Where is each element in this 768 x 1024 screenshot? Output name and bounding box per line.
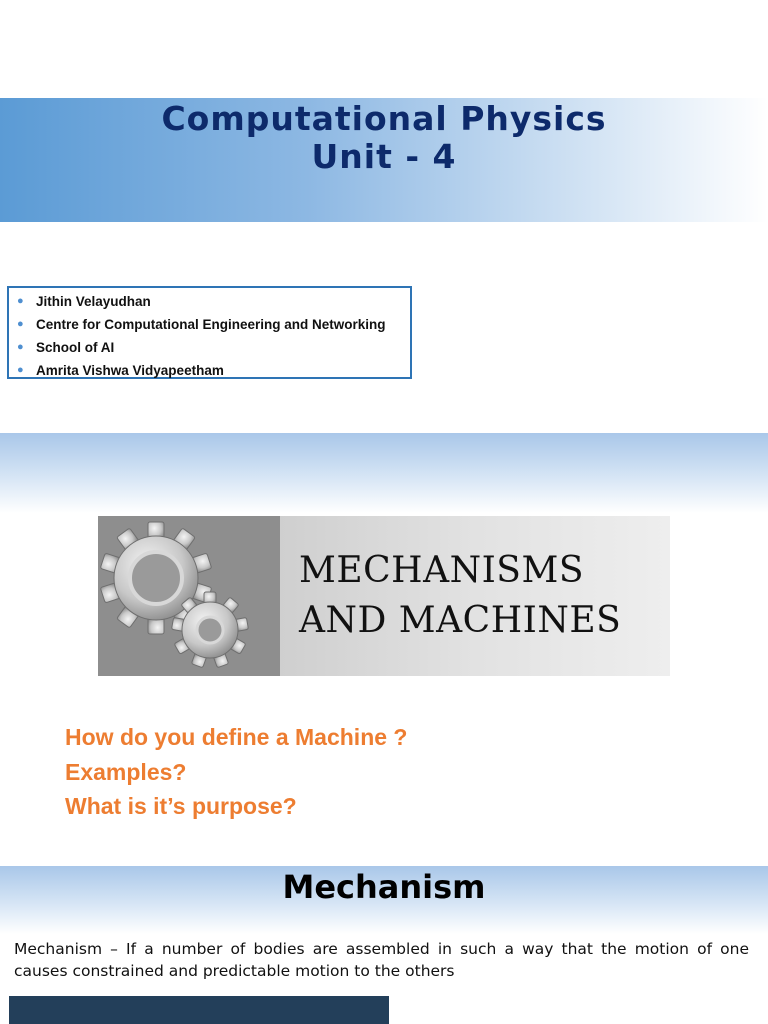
question-define-machine: How do you define a Machine ? bbox=[65, 724, 408, 750]
mechanism-definition: Mechanism – If a number of bodies are assembled in such a way that the motion of one causes constrained and predictable motion to the others bbox=[14, 940, 749, 980]
author-info-box bbox=[7, 286, 412, 379]
list-item bbox=[15, 359, 410, 382]
banner-heading-line2: AND MACHINES bbox=[299, 600, 622, 641]
bullet-icon: ● bbox=[17, 295, 24, 307]
bullet-icon: ● bbox=[17, 364, 24, 376]
page-title: Computational Physics bbox=[161, 99, 607, 138]
list-item bbox=[15, 336, 410, 359]
page-subtitle: Unit - 4 bbox=[311, 137, 457, 176]
bullet-icon: ● bbox=[17, 341, 24, 353]
banner-heading-line1: MECHANISMS bbox=[299, 550, 584, 591]
author-name: Jithin Velayudhan bbox=[36, 294, 151, 309]
section-title: Mechanism bbox=[282, 868, 486, 906]
mechanisms-banner-image bbox=[98, 516, 670, 676]
question-list bbox=[65, 720, 407, 824]
school-name: School of AI bbox=[36, 340, 115, 355]
department-name: Centre for Computational Engineering and Networking bbox=[36, 317, 386, 332]
bullet-icon: ● bbox=[17, 318, 24, 330]
slide-header-band bbox=[0, 433, 768, 513]
author-info-list bbox=[9, 288, 410, 382]
question-examples: Examples? bbox=[65, 758, 187, 785]
gear-panel bbox=[98, 516, 280, 676]
question-purpose: What is it’s purpose? bbox=[65, 793, 297, 819]
university-name: Amrita Vishwa Vidyapeetham bbox=[36, 363, 224, 378]
list-item bbox=[15, 313, 410, 336]
gear-icon bbox=[98, 516, 280, 676]
list-item bbox=[15, 290, 410, 313]
dark-content-panel bbox=[9, 996, 389, 1024]
banner-text-panel bbox=[280, 516, 670, 676]
